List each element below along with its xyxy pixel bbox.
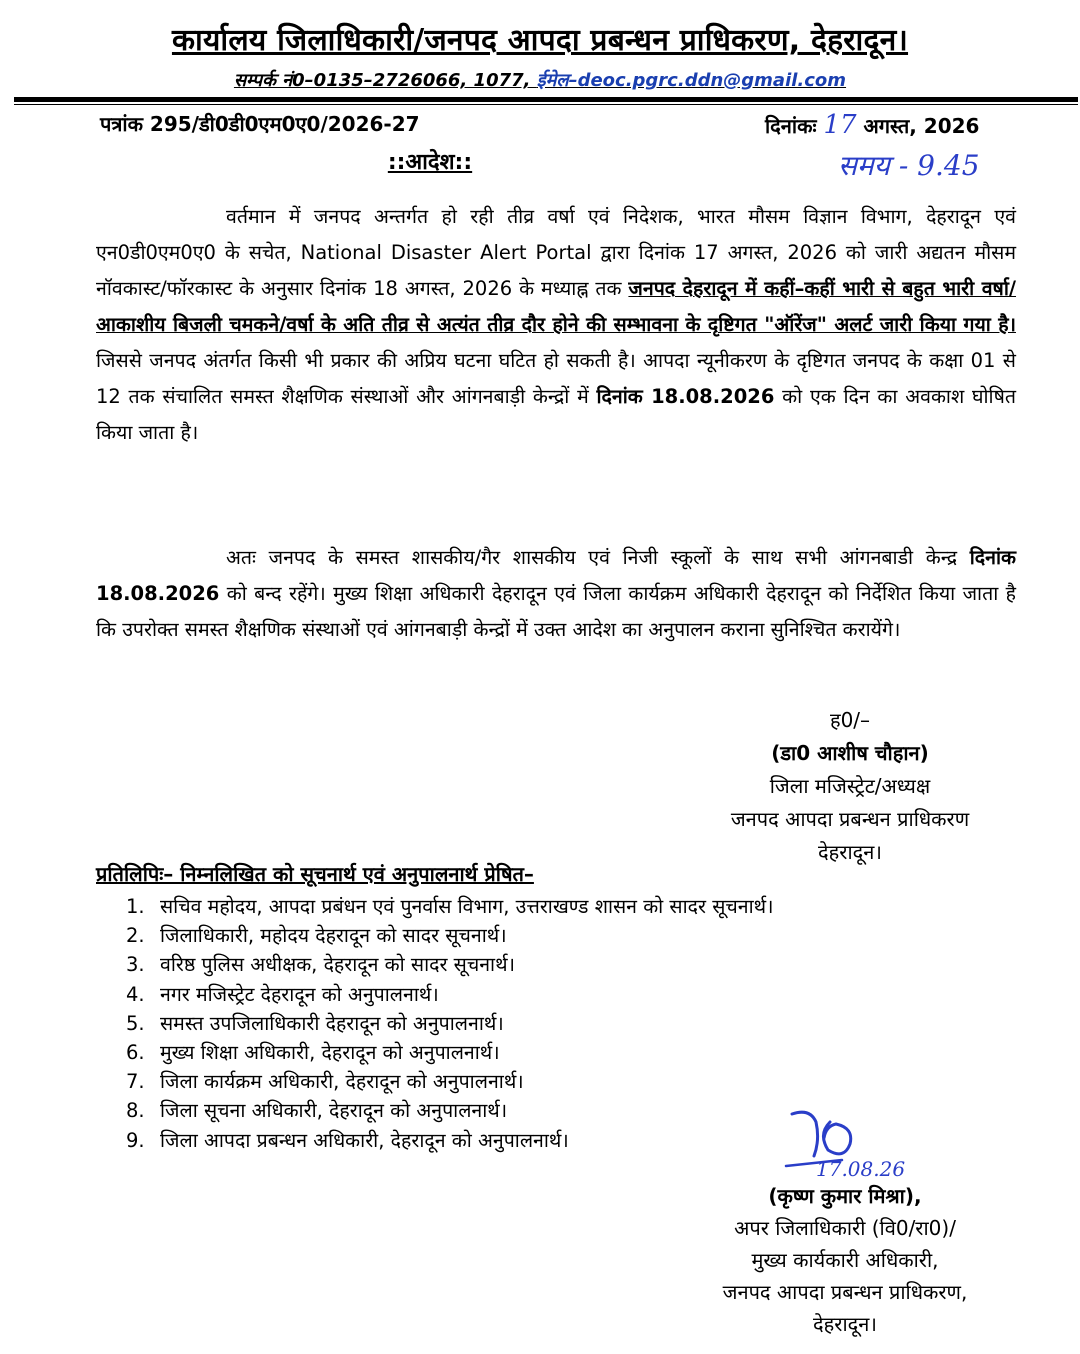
contact-phone: सम्पर्क नं0–0135–2726066, 1077, bbox=[233, 70, 537, 91]
handwritten-signature bbox=[770, 1104, 950, 1184]
closure-date: दिनांक 18.08.2026 bbox=[96, 546, 1016, 605]
signatory-name: (डा0 आशीष चौहान) bbox=[771, 741, 929, 765]
signatory-name: (कृष्ण कुमार मिश्रा), bbox=[768, 1184, 922, 1208]
signatory-block-adm bbox=[680, 1180, 1010, 1340]
contact-line bbox=[0, 68, 1080, 92]
list-item: 7. जिला कार्यक्रम अधिकारी, देहरादून को अनुपालनार्थ। bbox=[126, 1070, 524, 1094]
reference-number: पत्रांक 295/डी0डी0एम0ए0/2026-27 bbox=[100, 112, 420, 136]
office-title: कार्यालय जिलाधिकारी/जनपद आपदा प्रबन्धन प्राधिकरण, देहरादून। bbox=[171, 23, 909, 58]
signature-date: 17.08.26 bbox=[816, 1157, 906, 1181]
signatory-block-dm bbox=[680, 704, 1020, 869]
signatory-authority: जनपद आपदा प्रबन्धन प्राधिकरण bbox=[730, 807, 970, 831]
date-label: दिनांकः bbox=[765, 114, 817, 138]
header-divider-thick bbox=[14, 97, 1078, 102]
contact-email: ईमेल–deoc.pgrc.ddn@gmail.com bbox=[536, 70, 847, 91]
signatory-place: देहरादून। bbox=[813, 1312, 877, 1336]
list-item: 3. वरिष्ठ पुलिस अधीक्षक, देहरादून को सादर सूचनार्थ। bbox=[126, 953, 515, 977]
signatory-authority: जनपद आपदा प्रबन्धन प्राधिकरण, bbox=[722, 1280, 968, 1304]
signatory-designation: अपर जिलाधिकारी (वि0/रा0)/ bbox=[734, 1216, 956, 1240]
date-month-year: अगस्त, 2026 bbox=[863, 114, 980, 138]
order-paragraph-2: अतः जनपद के समस्त शासकीय/गैर शासकीय एवं निजी स्कूलों के साथ सभी आंगनबाडी केन्द्र दिनांक 18.08.2026 को बन्द रहेंगे। मुख्य शिक्षा अधिकारी देहरादून एवं जिला कार्यक्रम अधिकारी देहरादून को निर्देशित किया जाता है कि उपरोक्त समस्त शैक्षणिक संस्थाओं एवं आंगनबाड़ी केन्द्रों में उक्त आदेश का अनुपालन कराना सुनिश्चित करायेंगे। bbox=[96, 546, 1016, 641]
list-item: 1. सचिव महोदय, आपदा प्रबंधन एवं पुनर्वास विभाग, उत्तराखण्ड शासन को सादर सूचनार्थ। bbox=[126, 895, 774, 918]
list-item: 5. समस्त उपजिलाधिकारी देहरादून को अनुपालनार्थ। bbox=[126, 1011, 504, 1035]
header-divider-thin bbox=[14, 104, 1078, 105]
copy-to-heading: प्रतिलिपिः– निम्नलिखित को सूचनार्थ एवं अनुपालनार्थ प्रेषित– bbox=[96, 862, 534, 886]
alert-statement: जनपद देहरादून में कहीं–कहीं भारी से बहुत भारी वर्षा/आकाशीय बिजली चमकने/वर्षा के अति तीव्र से अत्यंत तीव्र दौर होने की सम्भावना के दृष्टिगत "ऑरेंज" अलर्ट जारी किया गया है। bbox=[96, 277, 1017, 336]
list-item: 2. जिलाधिकारी, महोदय देहरादून को सादर सूचनार्थ। bbox=[126, 924, 507, 948]
signed-mark: ह0/– bbox=[829, 708, 871, 732]
order-paragraph-1: वर्तमान में जनपद अन्तर्गत हो रही तीव्र वर्षा एवं निदेशक, भारत मौसम विज्ञान विभाग, देहरादून एवं एन0डी0एम0ए0 के सचेत, National Disaster Alert Portal द्वारा दिनांक 17 अगस्त, 2026 को जारी अद्यतन मौसम नॉवकास्ट/फॉरकास्ट के अनुसार दिनांक 18 अगस्त, 2026 के मध्याह्न तक जनपद देहरादून में कहीं–कहीं भारी से बहुत भारी वर्षा/आकाशीय बिजली चमकने/वर्षा के अति तीव्र से अत्यंत तीव्र दौर होने की सम्भावना के दृष्टिगत "ऑरेंज" अलर्ट जारी किया गया है। जिससे जनपद अंतर्गत किसी भी प्रकार की अप्रिय घटना घटित हो सकती है। आपदा न्यूनीकरण के दृष्टिगत जनपद के कक्षा 01 से 12 तक संचालित समस्त शैक्षणिक संस्थाओं और आंगनबाड़ी केन्द्रों में दिनांक 18.08.2026 को एक दिन का अवकाश घोषित किया जाता है। bbox=[96, 205, 1017, 444]
order-heading: ::आदेश:: bbox=[387, 150, 473, 175]
list-item: 6. मुख्य शिक्षा अधिकारी, देहरादून को अनुपालनार्थ। bbox=[126, 1041, 500, 1065]
list-item: 9. जिला आपदा प्रबन्धन अधिकारी, देहरादून को अनुपालनार्थ। bbox=[126, 1128, 569, 1152]
order-date bbox=[765, 110, 979, 140]
time-handwritten: समय - 9.45 bbox=[838, 149, 980, 182]
signatory-place: देहरादून। bbox=[818, 840, 882, 864]
list-item: 8. जिला सूचना अधिकारी, देहरादून को अनुपालनार्थ। bbox=[126, 1099, 508, 1123]
signatory-role: मुख्य कार्यकारी अधिकारी, bbox=[751, 1248, 939, 1272]
list-item: 4. नगर मजिस्ट्रेट देहरादून को अनुपालनार्थ। bbox=[126, 982, 439, 1006]
date-day-handwritten: 17 bbox=[823, 110, 857, 140]
signatory-designation: जिला मजिस्ट्रेट/अध्यक्ष bbox=[769, 774, 931, 798]
holiday-date: दिनांक 18.08.2026 bbox=[596, 385, 775, 408]
